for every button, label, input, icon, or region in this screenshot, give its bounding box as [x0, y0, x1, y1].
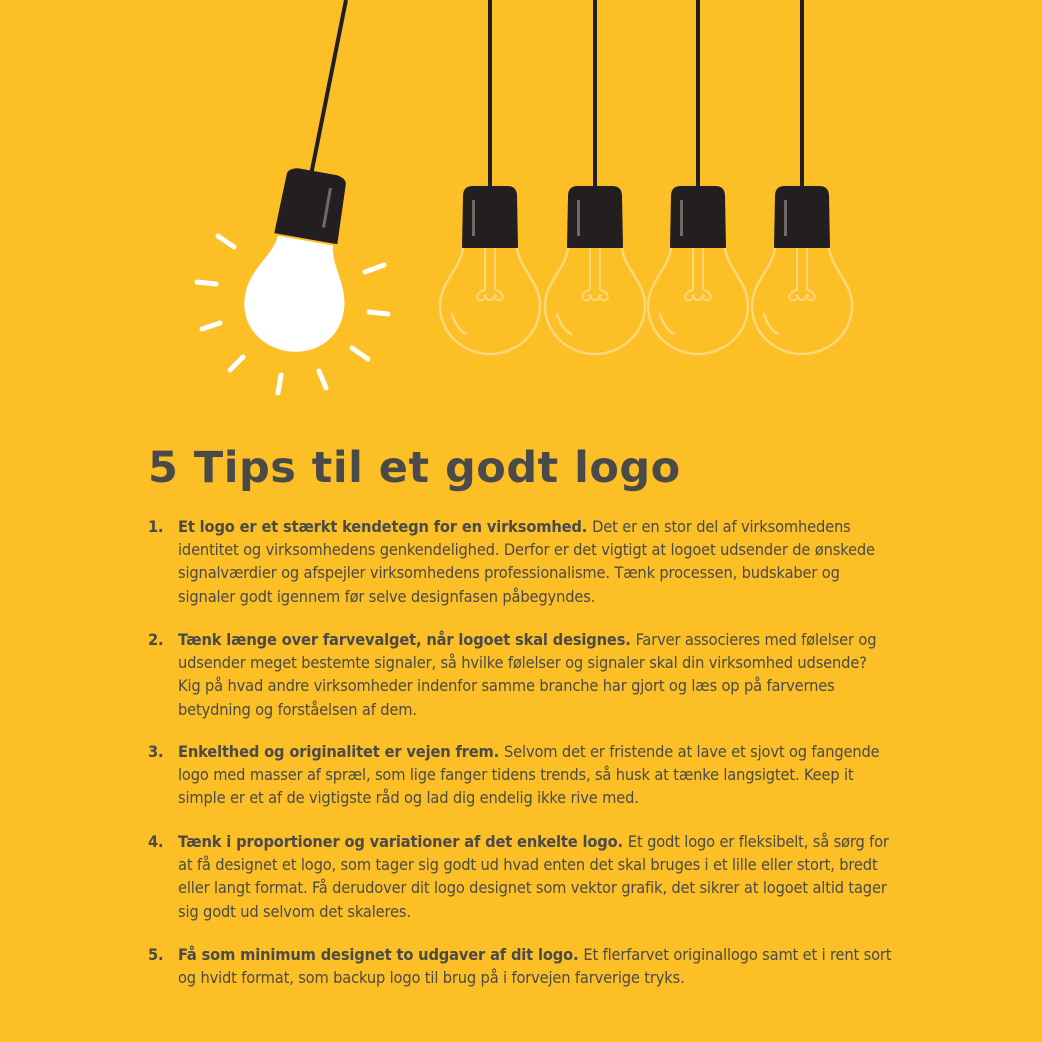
tip-headline: Tænk længe over farvevalget, når logoet skal designes.: [178, 630, 636, 649]
tip-text: [178, 830, 893, 923]
tip-number: 3.: [148, 742, 164, 761]
tip-text: [178, 943, 893, 989]
tip-number: 4.: [148, 832, 164, 851]
tip-item: [148, 740, 908, 810]
tip-body: Et godt logo er fleksibelt, så sørg for at få designet et logo, som tager sig godt ud hvad enten det skal bruges i et lille eller stort, bredt eller langt format. Få derudover dit logo designet som vektor grafik, det sikrer at logoet altid tager sig godt ud selvom det skaleres.: [178, 832, 889, 921]
unlit-bulb-icon: [545, 0, 645, 354]
tip-body: Farver associeres med følelser og udsender meget bestemte signaler, så hvilke følelser og signaler skal din virksomhed udsende? Kig på hvad andre virksomheder indenfor samme branche har gjort og læs op på farvernes betydning og forståelsen af dem.: [178, 630, 877, 719]
tip-number: 5.: [148, 945, 164, 964]
tip-item: [148, 830, 908, 923]
tip-headline: Et logo er et stærkt kendetegn for en virksomhed.: [178, 517, 593, 536]
unlit-bulb-icon: [440, 0, 540, 354]
tip-item: [148, 515, 908, 608]
tip-headline: Enkelthed og originalitet er vejen frem.: [178, 742, 505, 761]
tip-number: 2.: [148, 630, 164, 649]
tip-text: [178, 628, 893, 721]
tip-item: [148, 628, 908, 721]
light-bulbs-illustration: [0, 0, 1042, 420]
tip-body: Selvom det er fristende at lave et sjovt og fangende logo med masser af spræl, som lige fanger tidens trends, så husk at tænke langsigtet. Keep it simple er et af de vigtigste råd og lad dig endelig ikke rive med.: [178, 742, 880, 808]
tip-headline: Tænk i proportioner og variationer af det enkelte logo.: [178, 832, 628, 851]
tip-body: Et flerfarvet originallogo samt et i rent sort og hvidt format, som backup logo til brug på i forvejen farverige tryks.: [178, 945, 892, 988]
tip-item: [148, 943, 908, 989]
unlit-bulb-icon: [752, 0, 852, 354]
page-title: 5 Tips til et godt logo: [148, 443, 681, 493]
tip-text: [178, 740, 893, 810]
tip-body: Det er en stor del af virksomhedens identitet og virksomhedens genkendelighed. Derfor er det vigtigt at logoet udsender de ønskede signalværdier og afspejler virksomhedens professionalisme. Tænk processen, budskaber og signaler godt igennem før selve designfasen påbegyndes.: [178, 517, 875, 606]
lit-bulb-icon: [197, 0, 388, 393]
tip-number: 1.: [148, 517, 164, 536]
tip-text: [178, 515, 893, 608]
tip-headline: Få som minimum designet to udgaver af dit logo.: [178, 945, 584, 964]
unlit-bulb-icon: [648, 0, 748, 354]
